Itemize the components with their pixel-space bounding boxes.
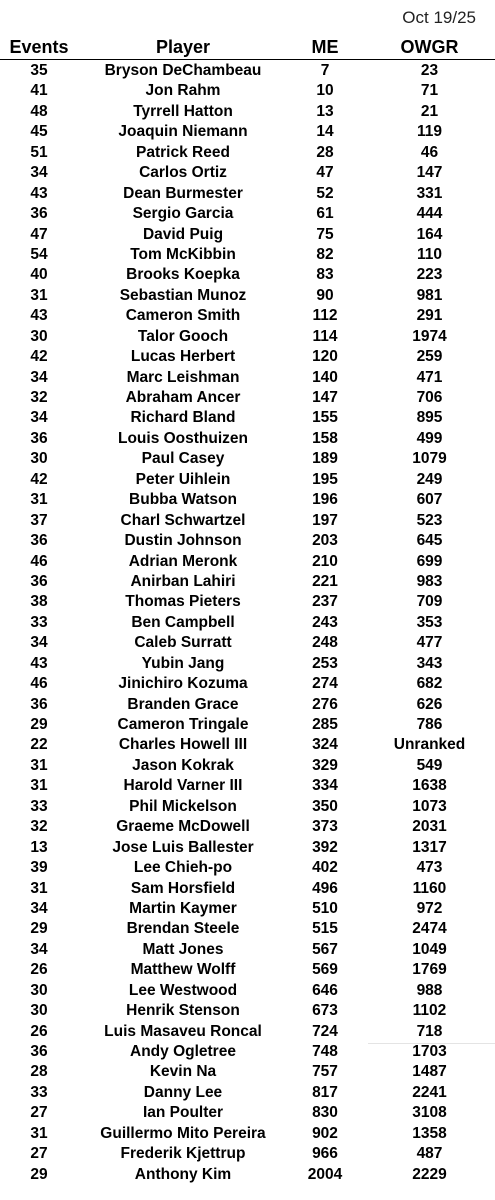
me-cell: 75	[316, 225, 334, 243]
events-cell: 34	[30, 368, 48, 386]
me-cell: 830	[312, 1104, 338, 1122]
table-row	[0, 143, 495, 163]
me-cell: 90	[316, 286, 334, 304]
events-cell: 54	[30, 245, 48, 263]
table-row	[0, 347, 495, 367]
events-cell: 43	[30, 184, 48, 202]
table-row	[0, 1165, 495, 1185]
player-cell: Branden Grace	[127, 695, 239, 713]
me-cell: 195	[312, 470, 338, 488]
owgr-cell: 1102	[412, 1002, 447, 1020]
me-cell: 7	[320, 62, 330, 79]
owgr-cell: 164	[416, 225, 443, 243]
table-row	[0, 429, 495, 449]
table-row	[0, 163, 495, 183]
owgr-cell: 1160	[412, 879, 447, 897]
table-row	[0, 490, 495, 510]
table-row	[0, 368, 495, 388]
player-cell: Matt Jones	[142, 940, 224, 958]
events-cell: 33	[30, 1083, 48, 1101]
owgr-cell: 46	[420, 143, 439, 161]
table-row	[0, 552, 495, 572]
me-cell: 243	[312, 613, 338, 631]
me-cell: 373	[312, 818, 338, 836]
player-cell: Andy Ogletree	[130, 1043, 236, 1060]
owgr-cell: 895	[416, 409, 443, 427]
owgr-cell: 699	[416, 552, 443, 570]
me-cell: 673	[312, 1002, 338, 1020]
owgr-cell: 353	[416, 613, 443, 631]
events-cell: 37	[30, 511, 48, 529]
table-row	[0, 81, 495, 101]
owgr-cell: 682	[416, 675, 443, 693]
me-cell: 402	[312, 859, 338, 877]
table-row	[0, 225, 495, 245]
player-cell: Cameron Smith	[125, 307, 241, 325]
events-cell: 42	[30, 470, 48, 488]
me-cell: 334	[312, 777, 338, 795]
owgr-cell: 444	[416, 205, 443, 223]
owgr-cell: 477	[416, 634, 443, 652]
me-cell: 285	[312, 716, 338, 733]
events-cell: 34	[30, 899, 48, 917]
player-cell: Adrian Meronk	[128, 552, 238, 570]
events-cell: 13	[30, 838, 48, 856]
events-cell: 42	[30, 348, 48, 366]
me-cell: 817	[312, 1083, 338, 1101]
table-row	[0, 1083, 495, 1103]
table-row	[0, 899, 495, 919]
table-row	[0, 449, 495, 469]
table-row	[0, 613, 495, 633]
owgr-cell: 718	[416, 1022, 443, 1040]
events-cell: 36	[30, 1043, 48, 1060]
owgr-cell: Unranked	[393, 736, 466, 754]
player-cell: Brendan Steele	[126, 920, 240, 938]
table-row	[0, 919, 495, 939]
events-cell: 27	[30, 1145, 48, 1163]
table-row	[0, 286, 495, 306]
events-cell: 36	[30, 572, 48, 590]
events-cell: 30	[30, 981, 48, 999]
events-cell: 34	[30, 164, 48, 182]
table-row	[0, 858, 495, 878]
me-cell: 13	[316, 102, 334, 120]
events-cell: 36	[30, 205, 48, 223]
table-row	[0, 1103, 495, 1123]
player-cell: Charl Schwartzel	[120, 511, 246, 529]
player-cell: Abraham Ancer	[125, 389, 241, 406]
table-row	[0, 776, 495, 796]
player-cell: Yubin Jang	[141, 654, 225, 672]
table-row	[0, 61, 495, 81]
owgr-cell: 2031	[412, 818, 447, 836]
events-cell: 30	[30, 450, 48, 468]
table-row	[0, 388, 495, 408]
owgr-cell: 249	[416, 470, 443, 488]
events-cell: 32	[30, 389, 48, 406]
player-cell: Jinichiro Kozuma	[118, 675, 248, 693]
events-cell: 46	[30, 675, 48, 693]
owgr-cell: 549	[416, 756, 443, 774]
me-cell: 83	[316, 266, 334, 284]
me-cell: 197	[312, 511, 338, 529]
events-cell: 36	[30, 429, 48, 447]
table-row	[0, 654, 495, 674]
me-cell: 112	[312, 307, 338, 325]
events-cell: 35	[30, 62, 48, 79]
events-cell: 46	[30, 552, 48, 570]
me-cell: 510	[312, 899, 338, 917]
table-row	[0, 756, 495, 776]
header-owgr: OWGR	[400, 37, 459, 57]
table-row	[0, 1022, 495, 1042]
owgr-cell: 1317	[412, 838, 447, 856]
me-cell: 155	[312, 409, 338, 427]
player-cell: Thomas Pieters	[125, 593, 241, 611]
player-cell: Tyrrell Hatton	[133, 102, 233, 120]
owgr-cell: 972	[416, 899, 443, 917]
player-cell: Sam Horsfield	[130, 879, 236, 897]
owgr-cell: 499	[416, 429, 443, 447]
header-me: ME	[311, 37, 339, 57]
table-row	[0, 1042, 495, 1062]
events-cell: 45	[30, 123, 48, 141]
table-row	[0, 184, 495, 204]
me-cell: 748	[312, 1043, 338, 1060]
owgr-cell: 487	[416, 1145, 443, 1163]
table-row	[0, 572, 495, 592]
player-cell: Graeme McDowell	[116, 818, 250, 836]
owgr-cell: 709	[416, 593, 443, 611]
table-row	[0, 960, 495, 980]
events-cell: 39	[30, 859, 48, 877]
me-cell: 189	[312, 450, 338, 468]
header-player: Player	[155, 37, 211, 57]
table-row	[0, 511, 495, 531]
me-cell: 392	[312, 838, 338, 856]
table-row	[0, 245, 495, 265]
me-cell: 147	[312, 389, 338, 406]
owgr-cell: 2474	[412, 920, 447, 938]
table-row	[0, 633, 495, 653]
me-cell: 10	[316, 82, 334, 100]
events-cell: 26	[30, 1022, 48, 1040]
table-header	[0, 36, 495, 60]
events-cell: 32	[30, 818, 48, 836]
player-cell: Ian Poulter	[142, 1104, 224, 1122]
player-cell: Anirban Lahiri	[130, 572, 236, 590]
events-cell: 38	[30, 593, 48, 611]
owgr-cell: 21	[420, 102, 439, 120]
events-cell: 29	[30, 1165, 48, 1183]
me-cell: 47	[316, 164, 334, 182]
player-cell: Peter Uihlein	[135, 470, 231, 488]
owgr-cell: 291	[416, 307, 443, 325]
me-cell: 902	[312, 1124, 338, 1142]
player-cell: Richard Bland	[130, 409, 236, 427]
events-cell: 36	[30, 532, 48, 550]
me-cell: 2004	[307, 1165, 343, 1183]
events-cell: 34	[30, 940, 48, 958]
owgr-cell: 223	[416, 266, 443, 284]
me-cell: 28	[316, 143, 334, 161]
table-row	[0, 981, 495, 1001]
player-cell: Bryson DeChambeau	[104, 62, 262, 79]
table-row	[0, 204, 495, 224]
me-cell: 14	[316, 123, 334, 141]
me-cell: 114	[312, 327, 338, 345]
player-cell: Lee Chieh-po	[133, 859, 233, 877]
owgr-cell: 147	[416, 164, 443, 182]
player-cell: Bubba Watson	[129, 491, 237, 509]
table-row	[0, 940, 495, 960]
player-cell: Matthew Wolff	[130, 961, 236, 979]
player-cell: Jon Rahm	[145, 82, 221, 100]
header-events: Events	[9, 37, 69, 57]
player-cell: Luis Masaveu Roncal	[104, 1022, 262, 1040]
table-row	[0, 408, 495, 428]
owgr-cell: 331	[416, 184, 443, 202]
table-row	[0, 592, 495, 612]
owgr-cell: 1638	[412, 777, 447, 795]
table-row	[0, 674, 495, 694]
table-row	[0, 531, 495, 551]
player-cell: Jose Luis Ballester	[112, 838, 254, 856]
events-cell: 31	[30, 777, 48, 795]
player-cell: Lee Westwood	[128, 981, 238, 999]
table-row	[0, 1062, 495, 1082]
table-row	[0, 735, 495, 755]
owgr-cell: 110	[416, 245, 442, 263]
events-cell: 43	[30, 654, 48, 672]
player-cell: David Puig	[142, 225, 224, 243]
me-cell: 61	[316, 205, 334, 223]
events-cell: 31	[30, 879, 48, 897]
player-cell: Joaquin Niemann	[118, 123, 248, 141]
events-cell: 31	[30, 1124, 48, 1142]
owgr-cell: 2229	[412, 1165, 447, 1183]
me-cell: 210	[312, 552, 338, 570]
me-cell: 248	[312, 634, 338, 652]
owgr-cell: 988	[416, 981, 443, 999]
owgr-cell: 523	[416, 511, 443, 529]
me-cell: 724	[312, 1022, 338, 1040]
events-cell: 41	[30, 82, 48, 100]
me-cell: 329	[312, 756, 338, 774]
events-cell: 31	[30, 286, 48, 304]
me-cell: 158	[312, 429, 338, 447]
owgr-cell: 1079	[412, 450, 447, 468]
me-cell: 350	[312, 797, 338, 815]
me-cell: 140	[312, 368, 338, 386]
owgr-cell: 645	[416, 532, 443, 550]
events-cell: 33	[30, 797, 48, 815]
me-cell: 324	[312, 736, 338, 754]
player-cell: Martin Kaymer	[129, 899, 237, 917]
table-row	[0, 306, 495, 326]
owgr-cell: 471	[416, 368, 443, 386]
player-cell: Kevin Na	[149, 1063, 217, 1081]
owgr-cell: 259	[416, 348, 443, 366]
player-cell: Louis Oosthuizen	[117, 429, 249, 447]
owgr-cell: 23	[420, 62, 439, 79]
table-row	[0, 838, 495, 858]
me-cell: 757	[312, 1063, 338, 1081]
table-row	[0, 797, 495, 817]
events-cell: 22	[30, 736, 48, 754]
table-row	[0, 102, 495, 122]
date-label: Oct 19/25	[402, 8, 476, 27]
owgr-cell: 71	[420, 82, 439, 100]
owgr-cell: 1769	[412, 961, 447, 979]
events-cell: 48	[30, 102, 48, 120]
events-cell: 30	[30, 1002, 48, 1020]
player-cell: Caleb Surratt	[134, 634, 232, 652]
table-row	[0, 1124, 495, 1144]
player-cell: Tom McKibbin	[130, 245, 236, 263]
table-row	[0, 1144, 495, 1164]
owgr-cell: 607	[416, 491, 443, 509]
player-cell: Marc Leishman	[126, 368, 240, 386]
me-cell: 515	[312, 920, 338, 938]
me-cell: 52	[316, 184, 334, 202]
me-cell: 221	[312, 572, 338, 590]
owgr-cell: 2241	[412, 1083, 447, 1101]
me-cell: 120	[312, 348, 338, 366]
owgr-cell: 1073	[412, 797, 447, 815]
player-cell: Brooks Koepka	[126, 266, 240, 284]
player-cell: Carlos Ortiz	[139, 164, 227, 182]
me-cell: 496	[312, 879, 338, 897]
events-cell: 51	[30, 143, 48, 161]
events-cell: 28	[30, 1063, 48, 1081]
me-cell: 966	[312, 1145, 338, 1163]
player-cell: Sergio Garcia	[132, 205, 234, 223]
owgr-cell: 119	[416, 123, 442, 141]
events-cell: 40	[30, 266, 48, 284]
owgr-cell: 343	[416, 654, 443, 672]
cell-border	[368, 1043, 495, 1044]
owgr-cell: 626	[416, 695, 443, 713]
player-cell: Talor Gooch	[137, 327, 229, 345]
me-cell: 253	[312, 654, 338, 672]
owgr-cell: 786	[416, 716, 443, 733]
me-cell: 196	[312, 491, 338, 509]
owgr-cell: 1487	[412, 1063, 447, 1081]
owgr-cell: 706	[416, 389, 443, 406]
table-row	[0, 122, 495, 142]
events-cell: 26	[30, 961, 48, 979]
table-row	[0, 470, 495, 490]
table-row	[0, 327, 495, 347]
table-row	[0, 1001, 495, 1021]
owgr-cell: 473	[416, 859, 443, 877]
events-cell: 27	[30, 1104, 48, 1122]
player-cell: Patrick Reed	[136, 143, 230, 161]
events-cell: 43	[30, 307, 48, 325]
events-cell: 33	[30, 613, 48, 631]
events-cell: 30	[30, 327, 48, 345]
me-cell: 569	[312, 961, 338, 979]
me-cell: 274	[312, 675, 338, 693]
player-cell: Frederik Kjettrup	[120, 1145, 246, 1163]
events-cell: 34	[30, 634, 48, 652]
me-cell: 276	[312, 695, 338, 713]
table-row	[0, 879, 495, 899]
me-cell: 567	[312, 940, 338, 958]
player-cell: Dean Burmester	[123, 184, 243, 202]
events-cell: 31	[30, 491, 48, 509]
player-cell: Guillermo Mito Pereira	[100, 1124, 266, 1142]
player-cell: Charles Howell III	[118, 736, 248, 754]
events-cell: 47	[30, 225, 48, 243]
events-cell: 34	[30, 409, 48, 427]
table-body	[0, 61, 495, 1185]
player-cell: Phil Mickelson	[129, 797, 237, 815]
table-row	[0, 265, 495, 285]
me-cell: 646	[312, 981, 338, 999]
owgr-cell: 981	[416, 286, 443, 304]
player-cell: Paul Casey	[141, 450, 225, 468]
table-row	[0, 715, 495, 735]
events-cell: 29	[30, 920, 48, 938]
player-cell: Sebastian Munoz	[119, 286, 247, 304]
owgr-cell: 1358	[412, 1124, 447, 1142]
player-cell: Henrik Stenson	[126, 1002, 240, 1020]
player-cell: Harold Varner III	[123, 777, 243, 795]
events-cell: 31	[30, 756, 48, 774]
me-cell: 82	[316, 245, 334, 263]
player-cell: Dustin Johnson	[124, 532, 242, 550]
me-cell: 203	[312, 532, 338, 550]
player-cell: Ben Campbell	[131, 613, 235, 631]
events-cell: 29	[30, 716, 48, 733]
player-cell: Jason Kokrak	[132, 756, 234, 774]
player-cell: Cameron Tringale	[117, 716, 249, 733]
table-row	[0, 817, 495, 837]
me-cell: 237	[312, 593, 338, 611]
player-cell: Anthony Kim	[134, 1165, 232, 1183]
table-row	[0, 695, 495, 715]
events-cell: 36	[30, 695, 48, 713]
owgr-cell: 1974	[412, 327, 447, 345]
player-cell: Danny Lee	[143, 1083, 223, 1101]
owgr-cell: 1703	[412, 1043, 447, 1060]
owgr-cell: 3108	[412, 1104, 447, 1122]
owgr-cell: 983	[416, 572, 443, 590]
owgr-cell: 1049	[412, 940, 447, 958]
player-cell: Lucas Herbert	[130, 348, 236, 366]
